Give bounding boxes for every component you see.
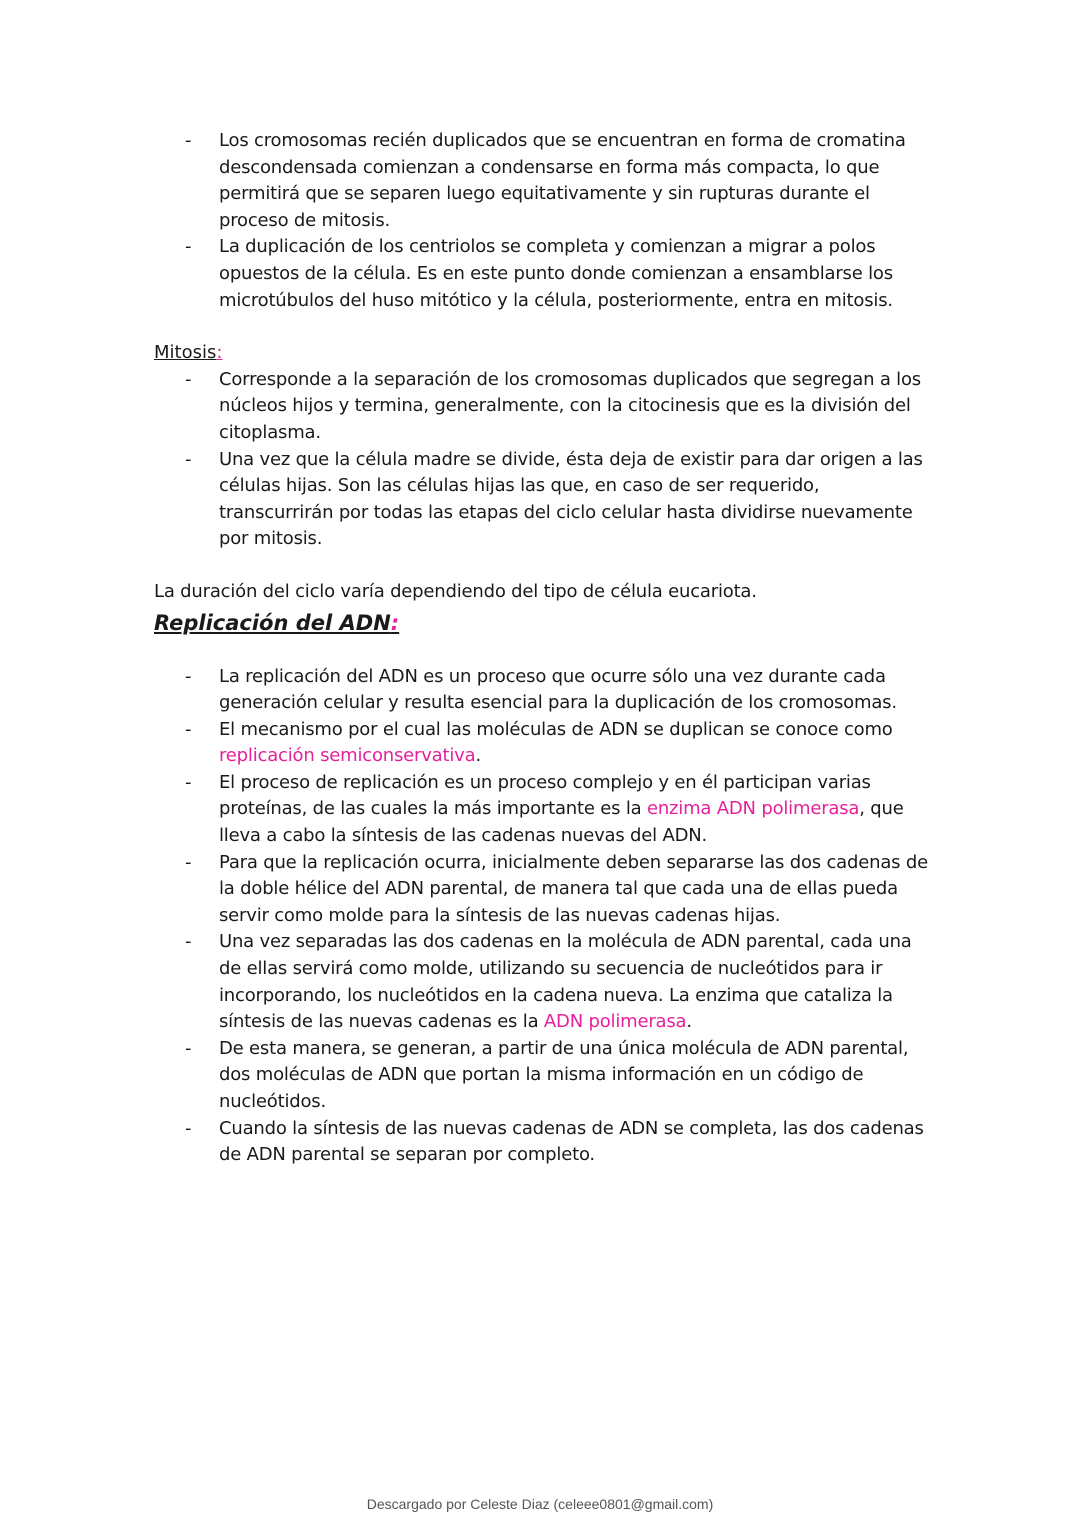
list-item-text: Una vez separadas las dos cadenas en la molécula de ADN parental, cada una de ellas servirá como molde, utilizando su secuencia de nucleótidos para ir incorporando, los nucleótidos en la cadena nueva. La enzima que cataliza la síntesis de las nuevas cadenas es la [219,931,912,1033]
dash-bullet: - [185,1037,192,1059]
list-item [154,664,934,717]
list-item-text: De esta manera, se generan, a partir de una única molécula de ADN parental, dos moléculas de ADN que portan la misma información en un código de nucleótidos. [219,1037,909,1112]
replication-heading [154,608,934,638]
highlighted-term: ADN polimerasa [543,1011,687,1033]
list-item [154,367,934,447]
document-body [154,128,934,1169]
list-item-text: La replicación del ADN es un proceso que ocurre sólo una vez durante cada generación celular y resulta esencial para la duplicación de los cromosomas. [219,665,897,714]
dash-bullet: - [185,1117,192,1139]
mitosis-label [154,340,934,367]
list-item-text: La duplicación de los centriolos se completa y comienzan a migrar a polos opuestos de la célula. Es en este punto donde comienzan a ensamblarse los microtúbulos del huso mitótico y la célula, posteriormente, entra en mitosis. [219,236,893,311]
intro-list [154,128,934,314]
list-item-text: Para que la replicación ocurra, inicialmente deben separarse las dos cadenas de la doble hélice del ADN parental, de manera tal que cada una de ellas pueda servir como molde para la síntesis de las nuevas cadenas hijas. [219,851,928,926]
dash-bullet: - [185,665,192,687]
dash-bullet: - [185,448,192,470]
list-item-text: Los cromosomas recién duplicados que se encuentran en forma de cromatina descondensada comienzan a condensarse en forma más compacta, lo que permitirá que se separen luego equitativamente y sin rupturas durante el proceso de mitosis. [219,130,906,231]
list-item [154,850,934,930]
list-item-text: Una vez que la célula madre se divide, ésta deja de existir para dar origen a las células hijas. Son las células hijas las que, en caso de ser requerido, transcurrirán por todas las etapas del ciclo celular hasta dividirse nuevamente por mitosis. [219,448,923,550]
list-item-text: . [475,745,481,767]
replication-heading-text: Replicación del ADN [154,610,391,635]
list-item-text: El proceso de replicación es un proceso complejo y en él participan varias proteínas, de las cuales la más importante es la [219,771,871,820]
mitosis-list [154,367,934,553]
cycle-duration-note: La duración del ciclo varía dependiendo del tipo de célula eucariota. [154,580,757,602]
highlighted-term: replicación semiconservativa [219,745,476,767]
dash-bullet: - [185,931,192,953]
dash-bullet: - [185,130,192,151]
list-item-text: Corresponde a la separación de los cromosomas duplicados que segregan a los núcleos hijos y termina, generalmente, con la citocinesis que es la división del citoplasma. [219,368,921,443]
list-item-text: Cuando la síntesis de las nuevas cadenas de ADN se completa, las dos cadenas de ADN parental se separan por completo. [219,1117,924,1166]
list-item [154,128,934,234]
list-item [154,929,934,1035]
download-footer: Descargado por Celeste Diaz (celeee0801@gmail.com) [366,1496,714,1512]
dash-bullet: - [185,851,192,873]
list-item-text: El mecanismo por el cual las moléculas de ADN se duplican se conoce como [219,718,893,740]
dash-bullet: - [185,368,192,390]
replication-list [154,664,934,1169]
dash-bullet: - [185,771,192,793]
dash-bullet: - [185,236,192,258]
list-item-text: . [686,1011,692,1033]
mitosis-label-text: Mitosis [154,342,217,364]
list-item [154,717,934,770]
dash-bullet: - [185,718,192,740]
list-item [154,447,934,553]
replication-heading-colon: : [390,610,400,635]
list-item [154,1116,934,1169]
mitosis-label-colon: : [216,342,223,364]
highlighted-term: enzima ADN polimerasa [646,798,860,820]
list-item-text: , que lleva a cabo la síntesis de las cadenas nuevas del ADN. [219,798,904,847]
list-item [154,770,934,850]
list-item [154,1036,934,1116]
list-item [154,234,934,314]
